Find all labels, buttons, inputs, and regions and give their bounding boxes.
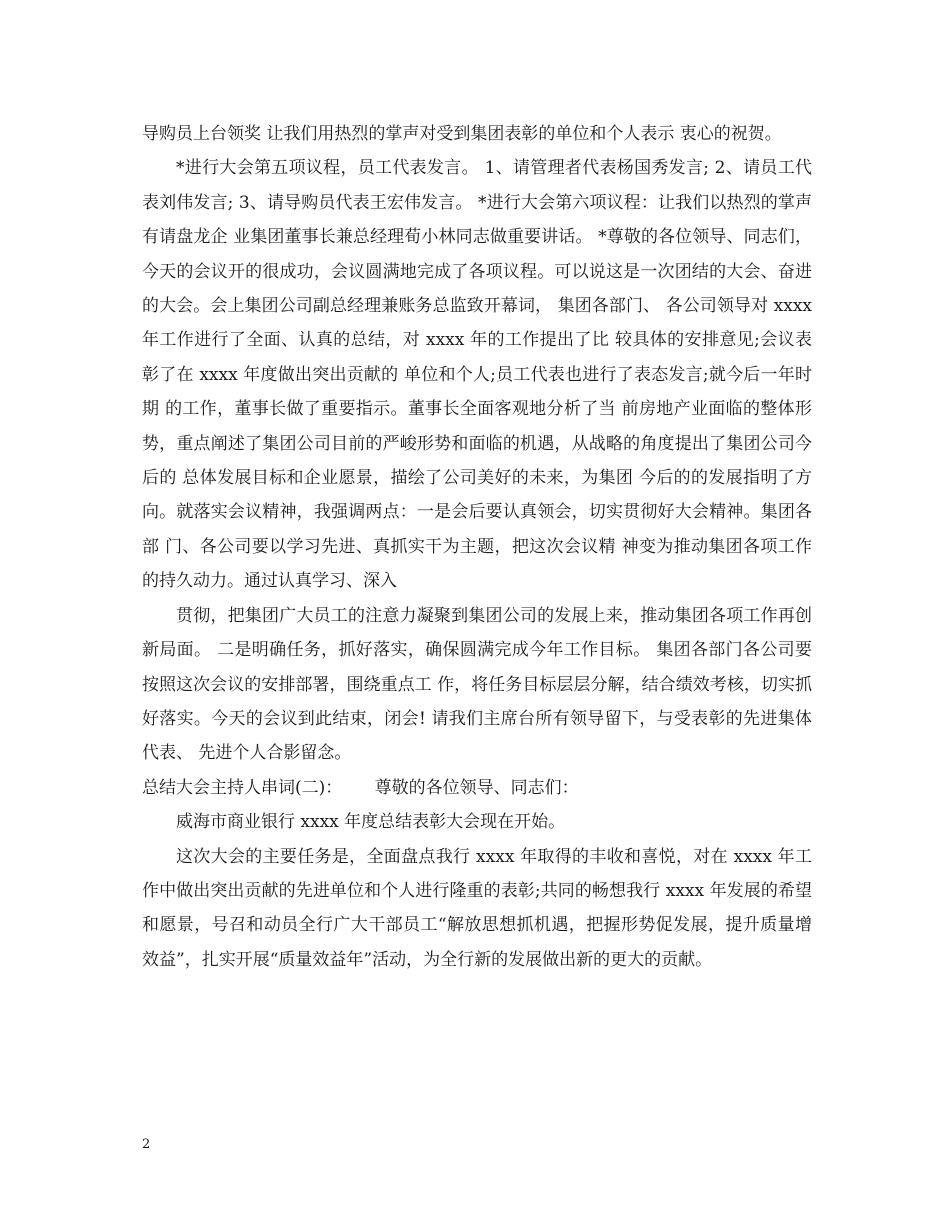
paragraph: 威海市商业银行 xxxx 年度总结表彰大会现在开始。 (176, 812, 566, 833)
paragraph: 导购员上台领奖 让我们用热烈的掌声对受到集团表彰的单位和个人表示 衷心的祝贺。 (142, 124, 782, 144)
paragraph: *进行大会第五项议程，员工代表发言。 1、请管理者代表杨国秀发言; 2、请员工代表刘伟发言; 3、请导购员代表王宏伟发言。 *进行大会第六项议程：让我们以热烈的掌声有请盘龙企 业集团董事长兼总经理荀小林同志做重要讲话。 *尊敬的各位领导、同志们， 今天的会议开的很成功，会议圆满地完成了各项议程。可以说这是一次团结的大会、奋进的大会。会上集团公司副总经理兼账务总监致开幕词， 集团各部门、 各公司领导对 xxxx 年工作进行了全面、认真的总结，对 xxxx 年的工作提出了比 较具体的安排意见;会议表彰了在 xxxx 年度做出突出贡献的 单位和个人;员工代表也进行了表态发言;就今后一年时期 的工作，董事长做了重要指示。董事长全面客观地分析了当 前房地产业面临的整体形势，重点阐述了集团公司目前的严峻形势和面临的机遇，从战略的角度提出了集团公司今后的 总体发展目标和企业愿景，描绘了公司美好的未来，为集团 今后的的发展指明了方向。就落实会议精神，我强调两点：一是会后要认真领会，切实贯彻好大会精神。集团各部 门、各公司要以学习先进、真抓实干为主题，把这次会议精 神变为推动集团各项工作的持久动力。通过认真学习、深入 (142, 158, 818, 592)
paragraph: 这次大会的主要任务是，全面盘点我行 xxxx 年取得的丰收和喜悦，对在 xxxx 年工作中做出突出贡献的先进单位和个人进行隆重的表彰;共同的畅想我行 xxxx 年发展的希望和愿景，号召和动员全行广大干部员工“解放思想抓机遇，把握形势促发展，提升质量增效益”，扎实开展“质量效益年”活动，为全行新的发展做出新的更大的贡献。 (142, 846, 812, 970)
paragraph: 贯彻，把集团广大员工的注意力凝聚到集团公司的发展上来，推动集团各项工作再创新局面。 二是明确任务，抓好落实，确保圆满完成今年工作目标。 集团各部门各公司要按照这次会议的安排部署，围绕重点工 作，将任务目标层层分解，结合绩效考核，切实抓好落实。今天的会议到此结束，闭会! 请我们主席台所有领导留下，与受表彰的先进集体代表、 先进个人合影留念。 (142, 605, 812, 764)
paragraph: 总结大会主持人串词(二)： 尊敬的各位领导、同志们： (142, 777, 579, 798)
document-body (142, 117, 818, 977)
page-number: 2 (142, 1137, 151, 1152)
